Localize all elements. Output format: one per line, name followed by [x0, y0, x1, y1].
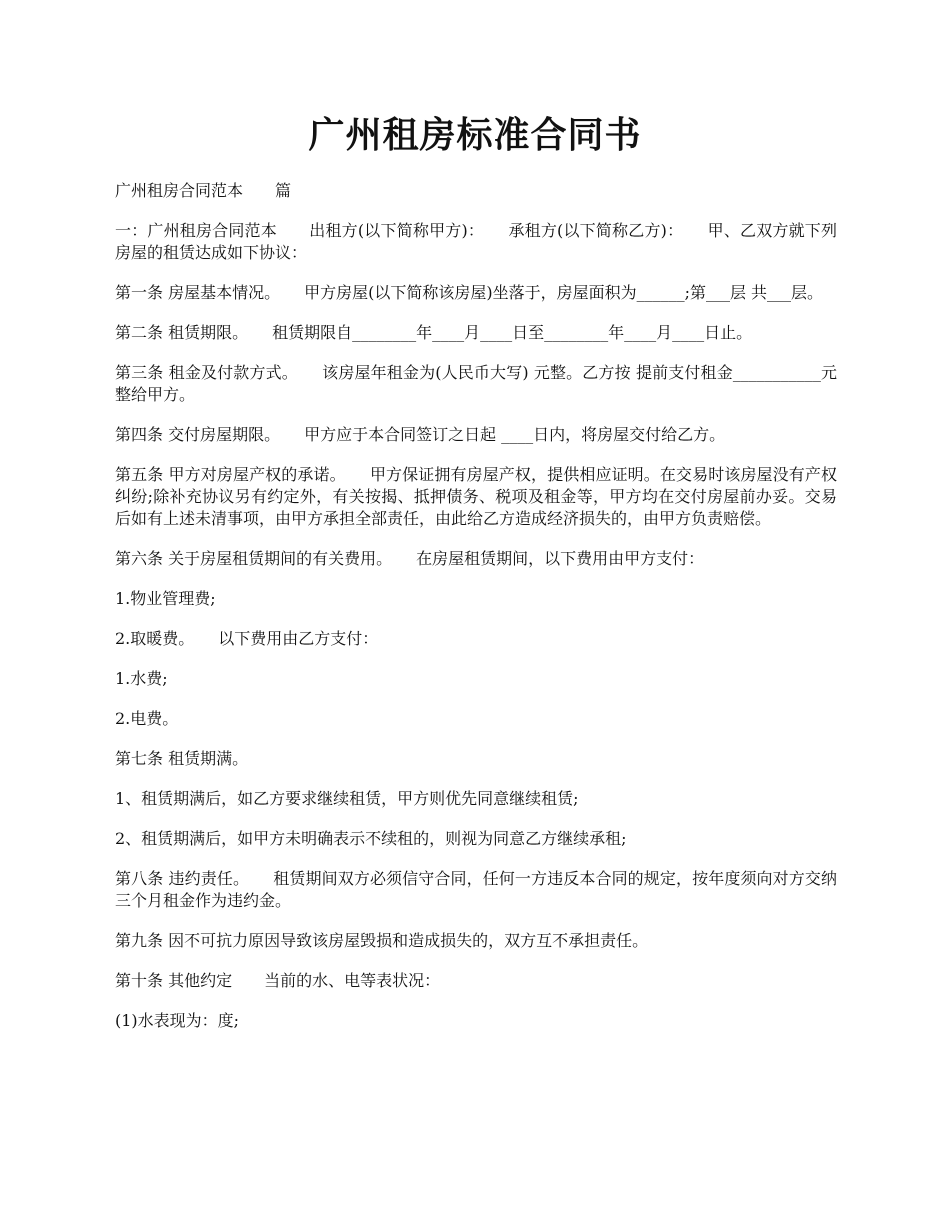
paragraph-parties: 一：广州租房合同范本 出租方(以下简称甲方)： 承租方(以下简称乙方)： 甲、乙双方就下列房屋的租赁达成如下协议：: [115, 221, 837, 262]
paragraph-article-6: 第六条 关于房屋租赁期间的有关费用。 在房屋租赁期间，以下费用由甲方支付：: [115, 549, 705, 568]
list-item: 1、租赁期满后，如乙方要求继续租赁，甲方则优先同意继续租赁;: [115, 789, 579, 808]
document-title: 广州租房标准合同书: [308, 114, 642, 156]
paragraph-article-4: 第四条 交付房屋期限。 甲方应于本合同签订之日起 ____日内，将房屋交付给乙方。: [115, 425, 726, 444]
document-body: [115, 180, 837, 1050]
list-item: 1.物业管理费;: [115, 589, 216, 608]
paragraph-article-3: 第三条 租金及付款方式。 该房屋年租金为(人民币大写) 元整。乙方按 提前支付租金___________元整给甲方。: [115, 363, 837, 404]
list-item: (1)水表现为：度;: [115, 1011, 240, 1030]
paragraph-article-8: 第八条 违约责任。 租赁期间双方必须信守合同，任何一方违反本合同的规定，按年度须向对方交纳三个月租金作为违约金。: [115, 869, 837, 910]
list-item: 2、租赁期满后，如甲方未明确表示不续租的，则视为同意乙方继续承租;: [115, 829, 627, 848]
paragraph-article-2: 第二条 租赁期限。 租赁期限自________年____月____日至________年____月____日止。: [115, 323, 753, 342]
paragraph-article-9: 第九条 因不可抗力原因导致该房屋毁损和造成损失的，双方互不承担责任。: [115, 931, 649, 950]
paragraph-intro: 广州租房合同范本 篇: [115, 181, 292, 200]
paragraph-article-10: 第十条 其他约定 当前的水、电等表状况：: [115, 971, 441, 990]
list-item: 1.水费;: [115, 669, 168, 688]
paragraph-article-7: 第七条 租赁期满。: [115, 749, 249, 768]
paragraph-article-5: 第五条 甲方对房屋产权的承诺。 甲方保证拥有房屋产权，提供相应证明。在交易时该房屋没有产权纠纷;除补充协议另有约定外，有关按揭、抵押债务、税项及租金等，甲方均在交付房屋前办妥。交易后如有上述未清事项，由甲方承担全部责任，由此给乙方造成经济损失的，由甲方负责赔偿。: [115, 465, 837, 528]
list-item: 2.取暖费。 以下费用由乙方支付：: [115, 629, 379, 648]
paragraph-article-1: 第一条 房屋基本情况。 甲方房屋(以下简称该房屋)坐落于，房屋面积为______;第___层 共___层。: [115, 283, 824, 302]
list-item: 2.电费。: [115, 709, 179, 728]
